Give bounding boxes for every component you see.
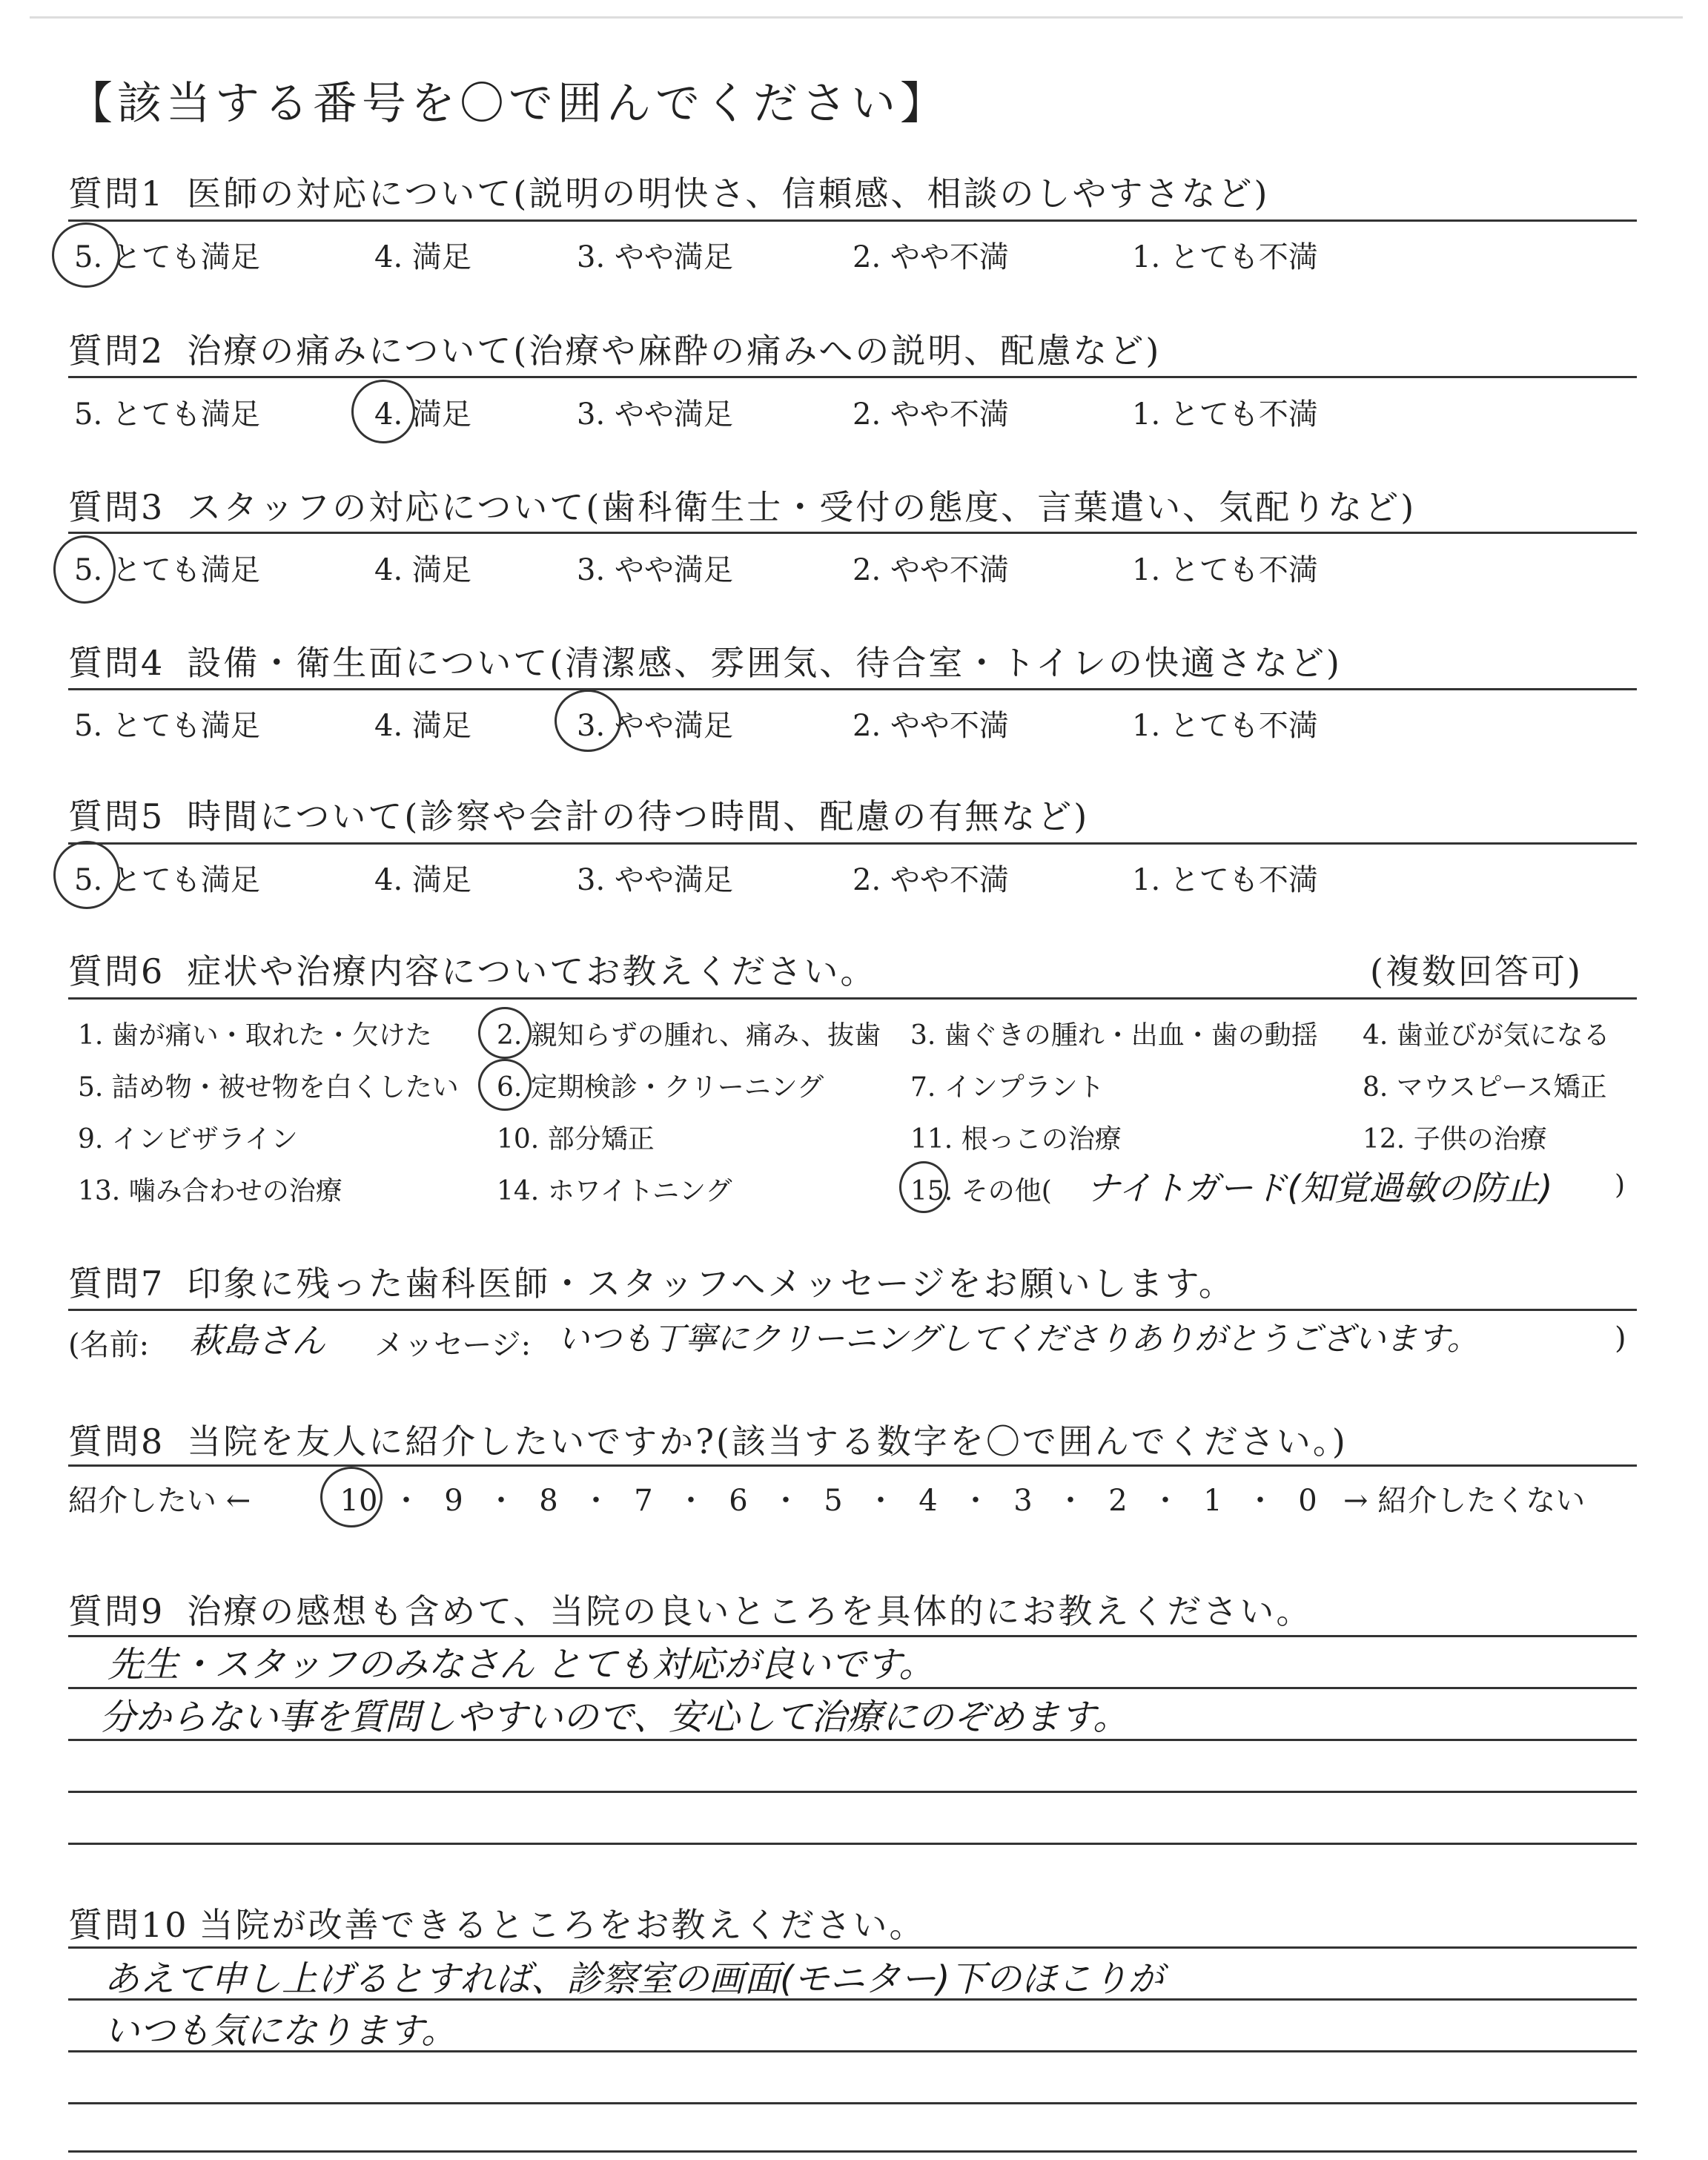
q6-selection-circle-15 [899, 1161, 948, 1213]
q6-selection-circle-2 [478, 1007, 532, 1059]
q5-option-2[interactable]: 2. やや不満 [853, 863, 1009, 897]
q10-answer-line-2[interactable]: いつも気になります。 [104, 2010, 457, 2052]
q2-rule [68, 376, 1637, 378]
q6-item-3[interactable]: 3. 歯ぐきの腫れ・出血・歯の動揺 [910, 1020, 1318, 1051]
q3-option-1[interactable]: 1. とても不満 [1132, 553, 1318, 587]
q3-option-4[interactable]: 4. 満足 [374, 553, 471, 587]
q6-item-5[interactable]: 5. 詰め物・被せ物を白くしたい [78, 1072, 459, 1103]
q4-option-2[interactable]: 2. やや不満 [853, 709, 1009, 743]
q6-item-4[interactable]: 4. 歯並びが気になる [1363, 1020, 1610, 1051]
q10-answer-line-1[interactable]: あえて申し上げるとすれば、診察室の画面(モニター)下のほこりが [104, 1958, 1164, 2000]
q6-item-15[interactable]: 15. その他( [910, 1176, 1052, 1206]
q5-option-3[interactable]: 3. やや満足 [577, 863, 733, 897]
top-border [30, 16, 1683, 19]
q1-title: 質問1 医師の対応について(説明の明快さ、信頼感、相談のしやすさなど) [68, 174, 1270, 214]
q1-option-1[interactable]: 1. とても不満 [1132, 240, 1318, 274]
q5-rule [68, 842, 1637, 845]
q10-rule-4 [68, 2102, 1637, 2104]
q9-title: 質問9 治療の感想も含めて、当院の良いところを具体的にお教えください。 [68, 1591, 1313, 1631]
q8-value-7[interactable]: 7 [634, 1484, 653, 1518]
q3-option-2[interactable]: 2. やや不満 [853, 553, 1009, 587]
q6-selection-circle-6 [478, 1059, 532, 1111]
q8-value-1[interactable]: 1 [1203, 1484, 1222, 1518]
q6-item-1[interactable]: 1. 歯が痛い・取れた・欠けた [78, 1020, 432, 1051]
q6-item-9[interactable]: 9. インビザライン [78, 1124, 298, 1155]
q1-option-3[interactable]: 3. やや満足 [577, 240, 733, 274]
q5-option-4[interactable]: 4. 満足 [374, 863, 471, 897]
q9-answer-line-2[interactable]: 分からない事を質問しやすいので、安心して治療にのぞめます。 [100, 1697, 1129, 1738]
q1-option-4[interactable]: 4. 満足 [374, 240, 471, 274]
q8-rule [68, 1464, 1637, 1467]
q6-item-2[interactable]: 2. 親知らずの腫れ、痛み、抜歯 [497, 1020, 881, 1051]
q4-option-3[interactable]: 3. やや満足 [577, 709, 733, 743]
q6-title: 質問6 症状や治療内容についてお教えください。 [68, 951, 877, 991]
q7-message-label: メッセージ: [374, 1328, 532, 1362]
q8-value-2[interactable]: 2 [1108, 1484, 1128, 1518]
q9-rule-4 [68, 1791, 1637, 1793]
q3-selection-circle [53, 535, 116, 604]
q8-value-8[interactable]: 8 [539, 1484, 558, 1518]
q8-title: 質問8 当院を友人に紹介したいですか?(該当する数字を〇で囲んでください。) [68, 1421, 1348, 1462]
q10-rule-1 [68, 1946, 1637, 1949]
q6-note: (複数回答可) [1370, 951, 1583, 991]
q4-selection-circle [555, 690, 621, 752]
q5-option-1[interactable]: 1. とても不満 [1132, 863, 1318, 897]
q6-item-6[interactable]: 6. 定期検診・クリーニング [497, 1072, 824, 1103]
q3-option-5[interactable]: 5. とても満足 [74, 553, 260, 587]
q6-other-close: ) [1615, 1170, 1626, 1200]
q8-selection-circle [320, 1467, 383, 1527]
q4-option-5[interactable]: 5. とても満足 [74, 709, 260, 743]
q4-option-1[interactable]: 1. とても不満 [1132, 709, 1318, 743]
q10-rule-5 [68, 2150, 1637, 2153]
q8-left-label: 紹介したい ← [68, 1484, 251, 1518]
q2-option-1[interactable]: 1. とても不満 [1132, 397, 1318, 432]
q1-option-5[interactable]: 5. とても満足 [74, 240, 260, 274]
q8-value-3[interactable]: 3 [1013, 1484, 1033, 1518]
q2-option-2[interactable]: 2. やや不満 [853, 397, 1009, 432]
q1-selection-circle [52, 222, 120, 288]
q4-title: 質問4 設備・衛生面について(清潔感、雰囲気、待合室・トイレの快適さなど) [68, 643, 1342, 683]
q3-title: 質問3 スタッフの対応について(歯科衛生士・受付の態度、言葉遣い、気配りなど) [68, 487, 1417, 527]
q6-rule [68, 997, 1637, 1000]
q5-title: 質問5 時間について(診察や会計の待つ時間、配慮の有無など) [68, 796, 1090, 836]
q2-option-4[interactable]: 4. 満足 [374, 397, 471, 432]
q6-other-text[interactable]: ナイトガード(知覚過敏の防止) [1086, 1168, 1553, 1208]
q4-rule [68, 688, 1637, 690]
q8-right-label: → 紹介したくない [1343, 1484, 1586, 1518]
q7-title: 質問7 印象に残った歯科医師・スタッフへメッセージをお願いします。 [68, 1264, 1235, 1304]
q8-value-5[interactable]: 5 [824, 1484, 843, 1518]
q1-rule [68, 219, 1637, 222]
q2-selection-circle [351, 380, 415, 443]
q2-title: 質問2 治療の痛みについて(治療や麻酔の痛みへの説明、配慮など) [68, 331, 1162, 371]
q6-item-10[interactable]: 10. 部分矯正 [497, 1124, 655, 1155]
q5-option-5[interactable]: 5. とても満足 [74, 863, 260, 897]
q7-rule [68, 1309, 1637, 1311]
q9-rule-5 [68, 1843, 1637, 1845]
q2-option-5[interactable]: 5. とても満足 [74, 397, 260, 432]
q6-item-14[interactable]: 14. ホワイトニング [497, 1176, 732, 1206]
q6-item-8[interactable]: 8. マウスピース矯正 [1363, 1072, 1607, 1103]
q8-value-0[interactable]: 0 [1298, 1484, 1317, 1518]
q1-option-2[interactable]: 2. やや不満 [853, 240, 1009, 274]
q5-selection-circle [53, 841, 120, 909]
q3-rule [68, 532, 1637, 534]
q8-value-4[interactable]: 4 [918, 1484, 938, 1518]
q3-option-3[interactable]: 3. やや満足 [577, 553, 733, 587]
q6-item-11[interactable]: 11. 根っこの治療 [910, 1124, 1122, 1155]
q8-value-9[interactable]: 9 [444, 1484, 463, 1518]
q4-option-4[interactable]: 4. 満足 [374, 709, 471, 743]
q8-scale: 10 ・ 9 ・ 8 ・ 7 ・ 6 ・ 5 ・ 4 ・ 3 ・ 2 ・ 1 ・ 0 [332, 1477, 1334, 1519]
instruction-header: 【該当する番号を〇で囲んでください】 [68, 78, 949, 130]
q7-name-label: (名前: [68, 1328, 150, 1362]
q6-item-13[interactable]: 13. 噛み合わせの治療 [78, 1176, 342, 1206]
q2-option-3[interactable]: 3. やや満足 [577, 397, 733, 432]
q7-name-value[interactable]: 萩島さん [189, 1321, 325, 1361]
q7-close: ) [1615, 1321, 1626, 1355]
q7-message-value[interactable]: いつも丁寧にクリーニングしてくださりありがとうございます。 [557, 1321, 1479, 1358]
q10-title: 質問10 当院が改善できるところをお教えください。 [68, 1905, 926, 1945]
q6-item-12[interactable]: 12. 子供の治療 [1363, 1124, 1547, 1155]
q8-value-10[interactable]: 10 [340, 1484, 378, 1518]
q9-answer-line-1[interactable]: 先生・スタッフのみなさん とても対応が良いです。 [107, 1644, 935, 1685]
q6-item-7[interactable]: 7. インプラント [910, 1072, 1105, 1103]
q8-value-6[interactable]: 6 [729, 1484, 748, 1518]
